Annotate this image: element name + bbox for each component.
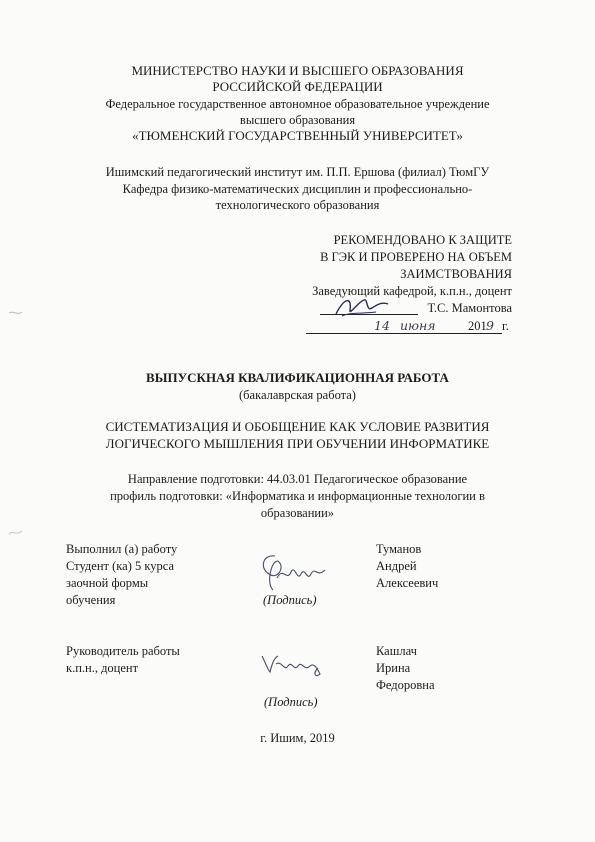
approval-line-3: ЗАИМСТВОВАНИЯ: [400, 267, 512, 281]
author-first-name: Андрей: [376, 559, 417, 573]
work-subtype: (бакалаврская работа): [239, 388, 356, 402]
supervisor-label-line-2: к.п.н., доцент: [66, 661, 139, 675]
author-signature-caption: (Подпись): [263, 593, 317, 607]
place-year: г. Ишим, 2019: [260, 731, 335, 745]
department-line-2: технологического образования: [215, 198, 380, 212]
approval-line-2: В ГЭК И ПРОВЕРЕНО НА ОБЪЕМ: [320, 250, 512, 264]
scan-mark-bottom: [8, 528, 24, 538]
head-name: Т.С. Мамонтова: [427, 301, 512, 315]
head-of-department-title: Заведующий кафедрой, к.п.н., доцент: [312, 284, 512, 298]
date-year-suffix: г.: [502, 319, 509, 333]
institute-name: Ишимский педагогический институт им. П.П. Ершова (филиал) ТюмГУ: [105, 165, 490, 179]
work-type: ВЫПУСКНАЯ КВАЛИФИКАЦИОННАЯ РАБОТА: [146, 370, 449, 385]
supervisor-patronymic: Федоровна: [376, 678, 435, 692]
topic-line-1: СИСТЕМАТИЗАЦИЯ И ОБОБЩЕНИЕ КАК УСЛОВИЕ РАЗВИТИЯ: [105, 419, 490, 434]
author-label-line-3: заочной формы: [66, 576, 149, 590]
institution-line-2: высшего образования: [239, 113, 356, 127]
supervisor-first-name: Ирина: [376, 661, 411, 675]
date-day: 14: [374, 318, 390, 333]
author-label-line-1: Выполнил (а) работу: [66, 542, 178, 556]
author-surname: Туманов: [376, 542, 422, 556]
institution-line-1: Федеральное государственное автономное образовательное учреждение: [105, 97, 490, 111]
ministry-line-1: МИНИСТЕРСТВО НАУКИ И ВЫСШЕГО ОБРАЗОВАНИЯ: [131, 63, 464, 78]
university-name: «ТЮМЕНСКИЙ ГОСУДАРСТВЕННЫЙ УНИВЕРСИТЕТ»: [132, 128, 463, 143]
head-signature-image: [330, 292, 390, 320]
date-month: июня: [400, 318, 436, 333]
supervisor-surname: Кашлач: [376, 644, 417, 658]
scan-mark-top: [8, 308, 24, 318]
ministry-line-2: РОССИЙСКОЙ ФЕДЕРАЦИИ: [212, 79, 383, 94]
program-profile-line-1: профиль подготовки: «Информатика и информационные технологии в: [110, 489, 485, 503]
program-profile-line-2: образовании»: [260, 506, 335, 520]
supervisor-signature-caption: (Подпись): [264, 695, 318, 709]
author-label-line-2: Студент (ка) 5 курса: [66, 559, 175, 573]
topic-line-2: ЛОГИЧЕСКОГО МЫШЛЕНИЯ ПРИ ОБУЧЕНИИ ИНФОРМАТИКЕ: [105, 436, 490, 451]
program-direction: Направление подготовки: 44.03.01 Педагогическое образование: [127, 472, 468, 486]
date-year-digit: 9: [486, 318, 494, 333]
author-patronymic: Алексеевич: [376, 576, 439, 590]
approval-line-1: РЕКОМЕНДОВАНО К ЗАЩИТЕ: [333, 233, 512, 247]
supervisor-signature-image: [258, 650, 328, 680]
author-signature-image: [255, 548, 330, 598]
department-line-1: Кафедра физико-математических дисциплин и профессионально-: [122, 182, 473, 196]
author-label-line-4: обучения: [66, 593, 116, 607]
supervisor-label-line-1: Руководитель работы: [66, 644, 180, 658]
date-year-prefix: 201: [468, 319, 487, 333]
